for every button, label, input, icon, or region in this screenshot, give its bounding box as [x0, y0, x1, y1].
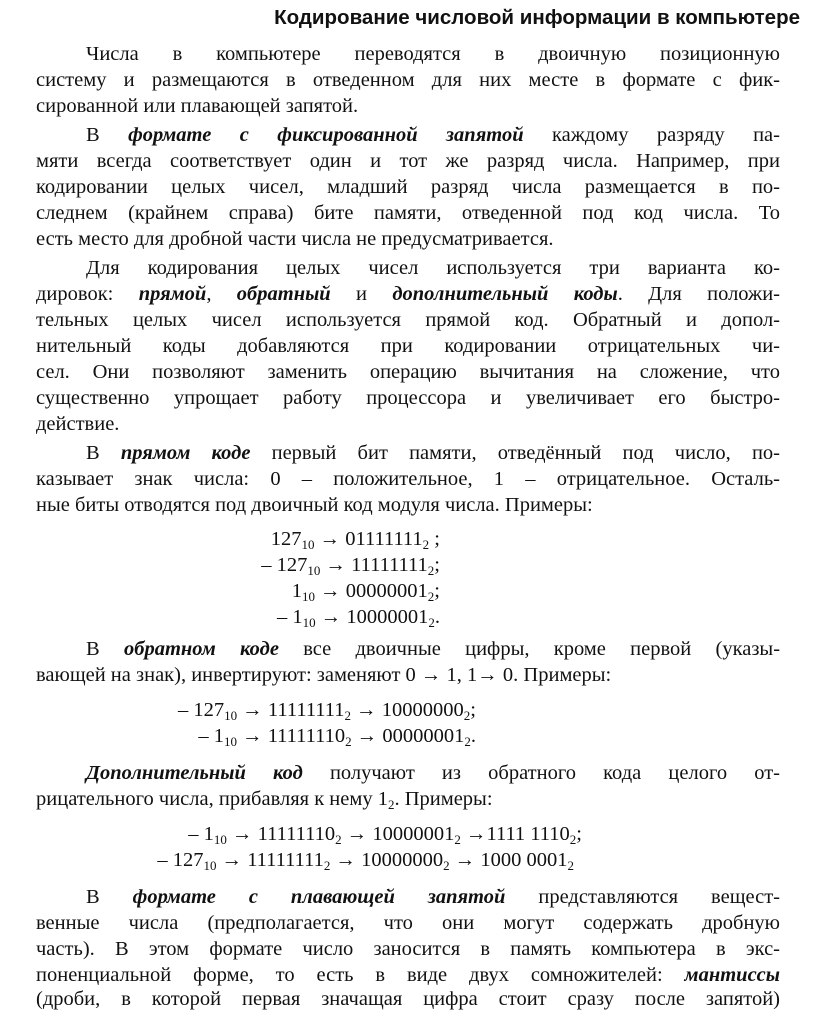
paragraph-line: мяти всегда соответствует один и тот же разряд числа. Например, при	[36, 150, 780, 172]
paragraph-line: В прямом коде первый бит памяти, отведённый под число, по-	[86, 442, 780, 464]
term-floating-point: формате с плавающей запятой	[132, 886, 506, 908]
paragraph-line: (дроби, в которой первая значащая цифра стоит сразу после запятой)	[36, 988, 780, 1010]
paragraph-line: дировок: прямой, обратный и дополнительный коды. Для положи-	[36, 283, 781, 305]
paragraph-line: поненциальной форме, то есть в виде двух сомножителей: мантиссы	[36, 964, 780, 986]
direct-example: – $1_{10} \to 10000001_2$.	[277, 606, 440, 630]
paragraph-line: кодировании целых чисел, младший разряд числа размещается в по-	[36, 176, 780, 198]
term-mantissa: мантиссы	[684, 964, 780, 986]
paragraph-line: тельных целых чисел используется прямой код. Обратный и допол-	[36, 309, 780, 331]
paragraph-line: есть место для дробной части числа не предусматривается.	[36, 228, 554, 250]
paragraph-line: следнем (крайнем справа) бите памяти, отведенной под код числа. То	[36, 202, 780, 224]
paragraph-line: венные числа (предполагается, что они могут содержать дробную	[36, 912, 780, 934]
term-inverse-code: обратном коде	[123, 638, 279, 660]
direct-example: – $127_{10} \to 11111111_2$;	[261, 554, 440, 578]
paragraph-line: действие.	[36, 413, 120, 435]
paragraph-line: сированной или плавающей запятой.	[36, 95, 359, 117]
term-inverse: обратный	[236, 283, 331, 305]
complement-example: – $127_{10} \to 11111111_2 \to 10000000_2 \to 1000$ $0001_2$	[157, 849, 574, 873]
paragraph-line: казывает знак числа: 0 – положительное, 1 – отрицательное. Осталь-	[36, 468, 780, 490]
paragraph-line: систему и размещаются в отведенном для них месте в формате с фик-	[36, 69, 780, 91]
term-direct: прямой	[138, 283, 207, 305]
term-fixed-point: формате с фиксированной запятой	[128, 124, 524, 146]
paragraph-line: рицательного числа, прибавляя к нему $1_2$. Примеры:	[36, 788, 493, 812]
paragraph-line: Дополнительный код получают из обратного кода целого от-	[86, 762, 781, 784]
direct-example: $1_{10} \to 00000001_2$;	[291, 580, 440, 604]
direct-example: $127_{10} \to 01111111_2$ ;	[270, 528, 440, 552]
complement-example: – $1_{10} \to 11111110_2 \to 10000001_2 \to 1111$ $1110_2$;	[188, 823, 582, 847]
paragraph-line: сел. Они позволяют заменить операцию вычитания на сложение, что	[36, 361, 780, 383]
paragraph-line: В формате с фиксированной запятой каждому разряду па-	[86, 124, 780, 146]
term-direct-code: прямом коде	[120, 442, 251, 464]
term-complement: дополнительный коды	[392, 283, 618, 305]
paragraph-line: В обратном коде все двоичные цифры, кроме первой (указы-	[86, 638, 781, 660]
paragraph-line: В формате с плавающей запятой представляются вещест-	[86, 886, 780, 908]
paragraph-line: часть). В этом формате число заносится в память компьютера в экс-	[36, 938, 780, 960]
paragraph-line: ные биты отводятся под двоичный код модуля числа. Примеры:	[36, 494, 593, 516]
paragraph-line: Для кодирования целых чисел используется три варианта ко-	[86, 257, 780, 279]
term-complement-code: Дополнительный код	[86, 762, 303, 784]
paragraph-line: нительный коды добавляются при кодировании отрицательных чи-	[36, 335, 780, 357]
inverse-example: – $127_{10} \to 11111111_2 \to 10000000_2$;	[177, 699, 476, 723]
page-title: Кодирование числовой информации в компьютере	[274, 6, 800, 29]
paragraph-line: существенно упрощает работу процессора и увеличивает его быстро-	[36, 387, 780, 409]
paragraph-line: Числа в компьютере переводятся в двоичную позиционную	[86, 43, 780, 65]
paragraph-line: вающей на знак), инвертируют: заменяют 0 → 1, 1→ 0. Примеры:	[36, 664, 612, 686]
inverse-example: – $1_{10} \to 11111110_2 \to 00000001_2$.	[198, 725, 476, 749]
